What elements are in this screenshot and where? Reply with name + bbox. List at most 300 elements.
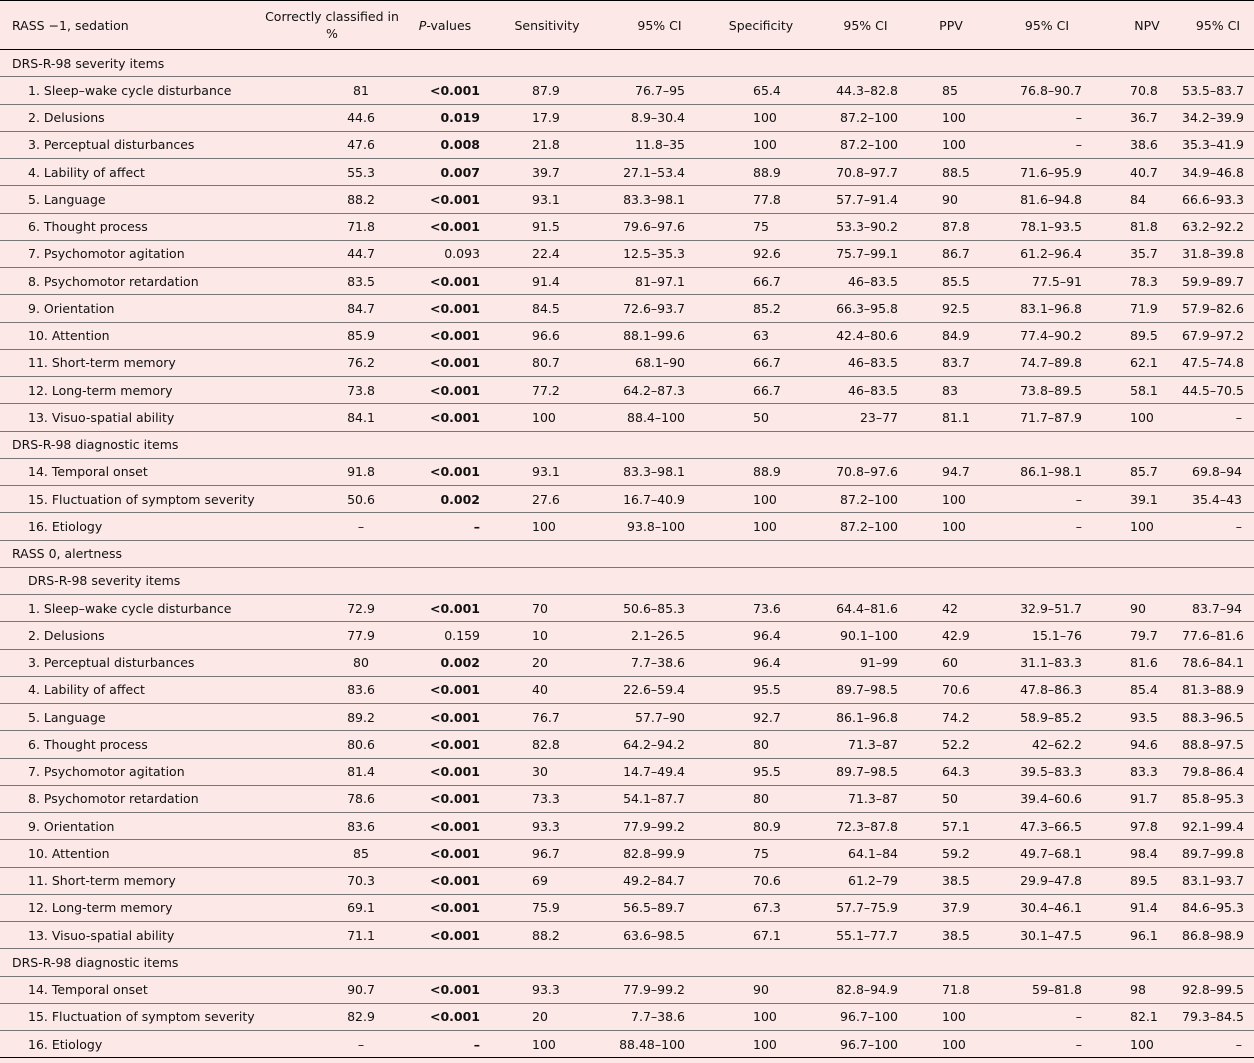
cell-ci-npv: 83.1–93.7 [1182, 867, 1254, 894]
cell-ci-ppv: 77.4–90.2 [982, 322, 1112, 349]
cell-specificity: 96.4 [711, 649, 811, 676]
cell-sensitivity: 69 [486, 867, 608, 894]
cell-correct: 91.8 [260, 458, 404, 485]
cell-ci-sensitivity: 83.3–98.1 [608, 458, 711, 485]
cell-correct: 88.2 [260, 186, 404, 213]
cell-npv: 58.1 [1112, 377, 1182, 404]
table-row [0, 676, 1254, 703]
cell-item-label: 4. Lability of affect [0, 676, 260, 703]
cell-npv: 38.6 [1112, 131, 1182, 158]
cell-ci-ppv: 81.6–94.8 [982, 186, 1112, 213]
cell-ci-ppv: 61.2–96.4 [982, 240, 1112, 267]
cell-item-label: 12. Long-term memory [0, 894, 260, 921]
cell-ppv: 70.6 [920, 676, 982, 703]
cell-sensitivity: 70 [486, 595, 608, 622]
cell-ci-npv: 57.9–82.6 [1182, 295, 1254, 322]
cell-npv: 81.6 [1112, 649, 1182, 676]
table-row [0, 595, 1254, 622]
table-row [0, 922, 1254, 949]
cell-ci-ppv: 47.3–66.5 [982, 813, 1112, 840]
cell-item-label: 5. Language [0, 704, 260, 731]
cell-ci-specificity: 90.1–100 [811, 622, 920, 649]
cell-correct: 73.8 [260, 377, 404, 404]
cell-pvalue: <0.001 [404, 349, 486, 376]
cell-ci-sensitivity: 7.7–38.6 [608, 649, 711, 676]
cell-sensitivity: 80.7 [486, 349, 608, 376]
cell-ci-sensitivity: 93.8–100 [608, 513, 711, 540]
cell-npv: 98 [1112, 976, 1182, 1003]
cell-sensitivity: 84.5 [486, 295, 608, 322]
cell-ci-specificity: 55.1–77.7 [811, 922, 920, 949]
cell-npv: 89.5 [1112, 867, 1182, 894]
cell-ppv: 100 [920, 1031, 982, 1058]
cell-ci-ppv: 30.4–46.1 [982, 894, 1112, 921]
cell-ci-ppv: 77.5–91 [982, 268, 1112, 295]
cell-item-label: 13. Visuo-spatial ability [0, 404, 260, 431]
table-row [0, 349, 1254, 376]
cell-pvalue: 0.002 [404, 486, 486, 513]
cell-ci-sensitivity: 22.6–59.4 [608, 676, 711, 703]
cell-specificity: 65.4 [711, 77, 811, 104]
cell-sensitivity: 75.9 [486, 894, 608, 921]
cell-correct: 77.9 [260, 622, 404, 649]
cell-item-label: 1. Sleep–wake cycle disturbance [0, 595, 260, 622]
cell-npv: 94.6 [1112, 731, 1182, 758]
cell-npv: 79.7 [1112, 622, 1182, 649]
cell-npv: 91.7 [1112, 785, 1182, 812]
cell-ci-npv: 66.6–93.3 [1182, 186, 1254, 213]
cell-ci-ppv: 42–62.2 [982, 731, 1112, 758]
cell-npv: 100 [1112, 404, 1182, 431]
table-row [0, 704, 1254, 731]
table-row [0, 976, 1254, 1003]
cell-npv: 98.4 [1112, 840, 1182, 867]
cell-specificity: 80.9 [711, 813, 811, 840]
cell-ci-specificity: 72.3–87.8 [811, 813, 920, 840]
cell-ci-npv: 67.9–97.2 [1182, 322, 1254, 349]
cell-ci-ppv: – [982, 1031, 1112, 1058]
cell-item-label: 10. Attention [0, 322, 260, 349]
cell-correct: 44.7 [260, 240, 404, 267]
cell-pvalue: <0.001 [404, 77, 486, 104]
cell-ci-specificity: 71.3–87 [811, 785, 920, 812]
cell-ci-ppv: – [982, 131, 1112, 158]
cell-ci-sensitivity: 76.7–95 [608, 77, 711, 104]
cell-specificity: 67.1 [711, 922, 811, 949]
cell-ci-npv: – [1182, 1031, 1254, 1058]
cell-ci-sensitivity: 88.4–100 [608, 404, 711, 431]
table-row [0, 131, 1254, 158]
cell-ci-npv: 84.6–95.3 [1182, 894, 1254, 921]
cell-ci-specificity: 82.8–94.9 [811, 976, 920, 1003]
cell-pvalue: <0.001 [404, 213, 486, 240]
cell-ppv: 92.5 [920, 295, 982, 322]
cell-ci-ppv: 74.7–89.8 [982, 349, 1112, 376]
table-body [0, 50, 1254, 1058]
cell-npv: 70.8 [1112, 77, 1182, 104]
cell-npv: 36.7 [1112, 104, 1182, 131]
header-ci-spec: 95% CI [811, 1, 920, 50]
table-row [0, 785, 1254, 812]
cell-item-label: 8. Psychomotor retardation [0, 268, 260, 295]
cell-ci-specificity: 42.4–80.6 [811, 322, 920, 349]
cell-ci-npv: 89.7–99.8 [1182, 840, 1254, 867]
cell-ci-ppv: 47.8–86.3 [982, 676, 1112, 703]
cell-ci-npv: 34.9–46.8 [1182, 159, 1254, 186]
cell-ci-ppv: 30.1–47.5 [982, 922, 1112, 949]
cell-specificity: 100 [711, 131, 811, 158]
cell-ci-specificity: 57.7–75.9 [811, 894, 920, 921]
cell-sensitivity: 96.6 [486, 322, 608, 349]
cell-ci-sensitivity: 16.7–40.9 [608, 486, 711, 513]
cell-ci-specificity: 46–83.5 [811, 268, 920, 295]
cell-ci-npv: 88.8–97.5 [1182, 731, 1254, 758]
cell-ppv: 90 [920, 186, 982, 213]
header-pvalues: P-values [404, 1, 486, 50]
table-row [0, 867, 1254, 894]
table-row [0, 322, 1254, 349]
cell-pvalue: <0.001 [404, 1003, 486, 1030]
cell-ci-sensitivity: 64.2–94.2 [608, 731, 711, 758]
cell-ci-ppv: 39.4–60.6 [982, 785, 1112, 812]
cell-ci-specificity: 64.4–81.6 [811, 595, 920, 622]
cell-ci-npv: 78.6–84.1 [1182, 649, 1254, 676]
cell-ci-sensitivity: 8.9–30.4 [608, 104, 711, 131]
cell-ci-ppv: 29.9–47.8 [982, 867, 1112, 894]
cell-ppv: 100 [920, 486, 982, 513]
cell-ci-specificity: 23–77 [811, 404, 920, 431]
cell-correct: 90.7 [260, 976, 404, 1003]
cell-specificity: 67.3 [711, 894, 811, 921]
cell-pvalue: 0.002 [404, 649, 486, 676]
cell-ppv: 50 [920, 785, 982, 812]
table-row [0, 268, 1254, 295]
cell-ppv: 60 [920, 649, 982, 676]
cell-specificity: 66.7 [711, 268, 811, 295]
cell-sensitivity: 100 [486, 513, 608, 540]
cell-correct: 55.3 [260, 159, 404, 186]
cell-correct: 84.7 [260, 295, 404, 322]
cell-ppv: 42 [920, 595, 982, 622]
cell-ci-sensitivity: 64.2–87.3 [608, 377, 711, 404]
cell-correct: – [260, 513, 404, 540]
cell-npv: 85.4 [1112, 676, 1182, 703]
cell-ci-sensitivity: 11.8–35 [608, 131, 711, 158]
cell-specificity: 100 [711, 104, 811, 131]
cell-ci-specificity: 87.2–100 [811, 104, 920, 131]
table-row [0, 77, 1254, 104]
cell-item-label: 9. Orientation [0, 813, 260, 840]
cell-pvalue: <0.001 [404, 186, 486, 213]
cell-item-label: 15. Fluctuation of symptom severity [0, 486, 260, 513]
cell-ppv: 100 [920, 1003, 982, 1030]
cell-ppv: 74.2 [920, 704, 982, 731]
cell-specificity: 75 [711, 840, 811, 867]
cell-pvalue: <0.001 [404, 295, 486, 322]
cell-sensitivity: 100 [486, 1031, 608, 1058]
cell-ppv: 94.7 [920, 458, 982, 485]
cell-item-label: 7. Psychomotor agitation [0, 240, 260, 267]
section-heading-row [0, 431, 1254, 458]
cell-ppv: 83 [920, 377, 982, 404]
table-row [0, 649, 1254, 676]
cell-ci-sensitivity: 81–97.1 [608, 268, 711, 295]
cell-ci-npv: 35.4–43 [1182, 486, 1254, 513]
cell-pvalue: 0.019 [404, 104, 486, 131]
cell-ci-specificity: 64.1–84 [811, 840, 920, 867]
cell-ci-ppv: – [982, 513, 1112, 540]
cell-sensitivity: 93.1 [486, 186, 608, 213]
cell-ci-npv: 47.5–74.8 [1182, 349, 1254, 376]
table-row [0, 758, 1254, 785]
cell-npv: 90 [1112, 595, 1182, 622]
cell-sensitivity: 10 [486, 622, 608, 649]
cell-item-label: 1. Sleep–wake cycle disturbance [0, 77, 260, 104]
cell-item-label: 5. Language [0, 186, 260, 213]
cell-npv: 97.8 [1112, 813, 1182, 840]
cell-specificity: 66.7 [711, 349, 811, 376]
cell-item-label: 2. Delusions [0, 104, 260, 131]
cell-pvalue: <0.001 [404, 458, 486, 485]
cell-sensitivity: 17.9 [486, 104, 608, 131]
header-row [0, 1, 1254, 50]
cell-ci-npv: 85.8–95.3 [1182, 785, 1254, 812]
section-heading-row [0, 949, 1254, 976]
header-correct: Correctly classified in % [260, 1, 404, 50]
cell-correct: 70.3 [260, 867, 404, 894]
cell-sensitivity: 93.3 [486, 976, 608, 1003]
cell-npv: 40.7 [1112, 159, 1182, 186]
cell-ci-npv: 34.2–39.9 [1182, 104, 1254, 131]
cell-ci-specificity: 87.2–100 [811, 486, 920, 513]
cell-npv: 81.8 [1112, 213, 1182, 240]
cell-ppv: 100 [920, 104, 982, 131]
cell-ci-npv: 92.1–99.4 [1182, 813, 1254, 840]
cell-npv: 83.3 [1112, 758, 1182, 785]
cell-ci-npv: 77.6–81.6 [1182, 622, 1254, 649]
cell-ci-ppv: 78.1–93.5 [982, 213, 1112, 240]
cell-ci-specificity: 96.7–100 [811, 1003, 920, 1030]
cell-npv: 62.1 [1112, 349, 1182, 376]
cell-ppv: 100 [920, 131, 982, 158]
cell-ci-specificity: 70.8–97.6 [811, 458, 920, 485]
cell-ci-specificity: 87.2–100 [811, 131, 920, 158]
cell-correct: 47.6 [260, 131, 404, 158]
cell-npv: 93.5 [1112, 704, 1182, 731]
cell-item-label: 14. Temporal onset [0, 976, 260, 1003]
cell-ci-npv: 86.8–98.9 [1182, 922, 1254, 949]
cell-specificity: 92.6 [711, 240, 811, 267]
cell-ci-specificity: 89.7–98.5 [811, 758, 920, 785]
cell-ci-npv: 79.3–84.5 [1182, 1003, 1254, 1030]
cell-pvalue: <0.001 [404, 676, 486, 703]
table-row [0, 404, 1254, 431]
cell-ci-npv: 88.3–96.5 [1182, 704, 1254, 731]
cell-pvalue: <0.001 [404, 404, 486, 431]
cell-correct: 85 [260, 840, 404, 867]
cell-ci-ppv: 71.7–87.9 [982, 404, 1112, 431]
table-row [0, 377, 1254, 404]
header-group: RASS −1, sedation [0, 1, 260, 50]
table-row [0, 622, 1254, 649]
section-heading-row [0, 567, 1254, 594]
cell-specificity: 95.5 [711, 758, 811, 785]
cell-correct: 69.1 [260, 894, 404, 921]
cell-ci-specificity: 66.3–95.8 [811, 295, 920, 322]
table-row [0, 486, 1254, 513]
cell-ppv: 85 [920, 77, 982, 104]
cell-item-label: 2. Delusions [0, 622, 260, 649]
cell-ci-ppv: 86.1–98.1 [982, 458, 1112, 485]
table-row [0, 513, 1254, 540]
cell-ci-npv: 83.7–94 [1182, 595, 1254, 622]
cell-ci-ppv: – [982, 486, 1112, 513]
cell-item-label: 11. Short-term memory [0, 349, 260, 376]
cell-npv: 91.4 [1112, 894, 1182, 921]
cell-ci-npv: 69.8–94 [1182, 458, 1254, 485]
cell-pvalue: <0.001 [404, 813, 486, 840]
cell-specificity: 88.9 [711, 458, 811, 485]
cell-specificity: 73.6 [711, 595, 811, 622]
cell-ci-ppv: – [982, 104, 1112, 131]
cell-ci-sensitivity: 12.5–35.3 [608, 240, 711, 267]
section-heading-row [0, 50, 1254, 77]
cell-specificity: 88.9 [711, 159, 811, 186]
table-row [0, 731, 1254, 758]
cell-npv: 96.1 [1112, 922, 1182, 949]
cell-pvalue: <0.001 [404, 704, 486, 731]
cell-ci-sensitivity: 27.1–53.4 [608, 159, 711, 186]
cell-pvalue: 0.159 [404, 622, 486, 649]
cell-ci-sensitivity: 77.9–99.2 [608, 976, 711, 1003]
cell-ppv: 85.5 [920, 268, 982, 295]
cell-pvalue: <0.001 [404, 894, 486, 921]
cell-ci-ppv: 31.1–83.3 [982, 649, 1112, 676]
cell-correct: 83.6 [260, 813, 404, 840]
cell-item-label: 13. Visuo-spatial ability [0, 922, 260, 949]
cell-correct: 71.8 [260, 213, 404, 240]
cell-correct: 83.5 [260, 268, 404, 295]
cell-ci-sensitivity: 68.1–90 [608, 349, 711, 376]
cell-specificity: 70.6 [711, 867, 811, 894]
cell-specificity: 96.4 [711, 622, 811, 649]
cell-ci-sensitivity: 82.8–99.9 [608, 840, 711, 867]
cell-ci-npv: 92.8–99.5 [1182, 976, 1254, 1003]
cell-ci-ppv: 39.5–83.3 [982, 758, 1112, 785]
cell-specificity: 100 [711, 513, 811, 540]
cell-sensitivity: 91.4 [486, 268, 608, 295]
cell-ppv: 83.7 [920, 349, 982, 376]
cell-sensitivity: 87.9 [486, 77, 608, 104]
cell-ppv: 57.1 [920, 813, 982, 840]
cell-sensitivity: 20 [486, 649, 608, 676]
cell-pvalue: 0.093 [404, 240, 486, 267]
cell-ci-npv: – [1182, 404, 1254, 431]
table-row [0, 458, 1254, 485]
cell-ci-specificity: 46–83.5 [811, 349, 920, 376]
cell-npv: 85.7 [1112, 458, 1182, 485]
cell-item-label: 4. Lability of affect [0, 159, 260, 186]
cell-item-label: 16. Etiology [0, 513, 260, 540]
cell-ci-npv: 81.3–88.9 [1182, 676, 1254, 703]
cell-pvalue: <0.001 [404, 758, 486, 785]
cell-ci-npv: 63.2–92.2 [1182, 213, 1254, 240]
cell-ci-sensitivity: 7.7–38.6 [608, 1003, 711, 1030]
cell-specificity: 92.7 [711, 704, 811, 731]
cell-ci-sensitivity: 79.6–97.6 [608, 213, 711, 240]
cell-ppv: 38.5 [920, 867, 982, 894]
table-row [0, 894, 1254, 921]
cell-sensitivity: 96.7 [486, 840, 608, 867]
cell-ppv: 81.1 [920, 404, 982, 431]
cell-sensitivity: 73.3 [486, 785, 608, 812]
cell-ci-sensitivity: 14.7–49.4 [608, 758, 711, 785]
group-title-row [0, 540, 1254, 567]
cell-ci-ppv: 32.9–51.7 [982, 595, 1112, 622]
cell-sensitivity: 30 [486, 758, 608, 785]
cell-ppv: 37.9 [920, 894, 982, 921]
cell-ci-ppv: – [982, 1003, 1112, 1030]
cell-correct: 82.9 [260, 1003, 404, 1030]
cell-ppv: 38.5 [920, 922, 982, 949]
cell-npv: 39.1 [1112, 486, 1182, 513]
cell-ci-ppv: 15.1–76 [982, 622, 1112, 649]
group-title-row-label: RASS 0, alertness [0, 540, 1254, 567]
section-heading-row-label: DRS-R-98 severity items [0, 567, 1254, 594]
cell-specificity: 80 [711, 731, 811, 758]
header-ppv: PPV [920, 1, 982, 50]
cell-ci-ppv: 59–81.8 [982, 976, 1112, 1003]
cell-ci-npv: 35.3–41.9 [1182, 131, 1254, 158]
cell-ci-specificity: 87.2–100 [811, 513, 920, 540]
cell-correct: 44.6 [260, 104, 404, 131]
cell-specificity: 75 [711, 213, 811, 240]
cell-specificity: 63 [711, 322, 811, 349]
cell-correct: 72.9 [260, 595, 404, 622]
cell-ci-ppv: 58.9–85.2 [982, 704, 1112, 731]
cell-sensitivity: 93.1 [486, 458, 608, 485]
cell-specificity: 77.8 [711, 186, 811, 213]
cell-ppv: 88.5 [920, 159, 982, 186]
header-ci-ppv: 95% CI [982, 1, 1112, 50]
cell-item-label: 14. Temporal onset [0, 458, 260, 485]
cell-npv: 100 [1112, 1031, 1182, 1058]
cell-specificity: 80 [711, 785, 811, 812]
cell-ppv: 64.3 [920, 758, 982, 785]
cell-ci-specificity: 57.7–91.4 [811, 186, 920, 213]
section-heading-row-label: DRS-R-98 diagnostic items [0, 949, 1254, 976]
cell-specificity: 95.5 [711, 676, 811, 703]
cell-specificity: 100 [711, 1031, 811, 1058]
cell-specificity: 90 [711, 976, 811, 1003]
cell-specificity: 100 [711, 1003, 811, 1030]
cell-item-label: 10. Attention [0, 840, 260, 867]
cell-pvalue: – [404, 513, 486, 540]
cell-sensitivity: 27.6 [486, 486, 608, 513]
cell-pvalue: <0.001 [404, 322, 486, 349]
cell-ci-ppv: 49.7–68.1 [982, 840, 1112, 867]
cell-pvalue: <0.001 [404, 731, 486, 758]
cell-ci-specificity: 86.1–96.8 [811, 704, 920, 731]
cell-specificity: 66.7 [711, 377, 811, 404]
table-row [0, 1031, 1254, 1058]
cell-sensitivity: 76.7 [486, 704, 608, 731]
cell-ci-sensitivity: 72.6–93.7 [608, 295, 711, 322]
cell-ci-npv: 79.8–86.4 [1182, 758, 1254, 785]
cell-ci-specificity: 91–99 [811, 649, 920, 676]
cell-ppv: 87.8 [920, 213, 982, 240]
table-row [0, 813, 1254, 840]
